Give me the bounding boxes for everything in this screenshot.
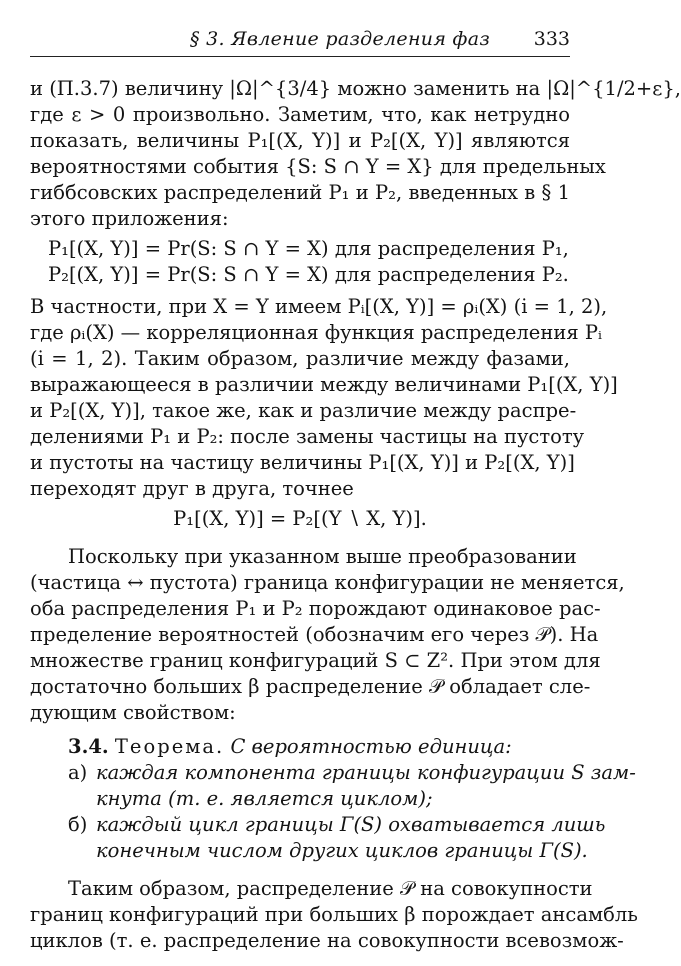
page-number: 333 [533,28,570,50]
text-line: дующим свойством: [30,701,236,724]
theorem-item-b-marker: б) [68,813,88,836]
text-line: и пустоты на частицу величины P₁[(X, Y)] и P₂[(X, Y)] [30,451,575,474]
text-line: делениями P₁ и P₂: после замены частицы на пустоту [30,425,585,448]
text-line: где ρᵢ(X) — корреляционная функция распределения Pᵢ [30,321,602,344]
theorem-word: Теорема. [114,735,225,758]
text-line: границ конфигураций при больших β порождает ансамбль [30,903,638,926]
text-line: выражающееся в различии между величинами P₁[(X, Y)] [30,373,618,396]
text-line: вероятностями события {S: S ∩ Y = X} для предельных [30,155,606,178]
text-line: В частности, при X = Y имеем Pᵢ[(X, Y)] = ρᵢ(X) (i = 1, 2), [30,295,608,318]
header-rule [30,56,570,57]
theorem-item-a-marker: а) [68,761,88,784]
equation-line: P₁[(X, Y)] = Pr(S: S ∩ Y = X) для распределения P₁, [48,237,569,260]
text-line: и P₂[(X, Y)], такое же, как и различие между распре- [30,399,577,422]
equation-line: P₁[(X, Y)] = P₂[(Y ∖ X, Y)]. [173,507,427,530]
text-line: и (П.3.7) величину |Ω|^{3/4} можно заменить на |Ω|^{1/2+ε}, [30,77,681,100]
text-line: множестве границ конфигураций S ⊂ Z². При этом для [30,649,601,672]
theorem-item-b-line: конечным числом других циклов границы Γ(S). [96,839,588,862]
theorem-item-a-line: кнута (т. е. является циклом); [96,787,433,810]
text-line: Поскольку при указанном выше преобразовании [68,545,577,568]
text-line: циклов (т. е. распределение на совокупности всевозмож- [30,929,624,952]
equation-line: P₂[(X, Y)] = Pr(S: S ∩ Y = X) для распределения P₂. [48,263,569,286]
text-line: где ε > 0 произвольно. Заметим, что, как нетрудно [30,103,570,126]
text-line: (i = 1, 2). Таким образом, различие между фазами, [30,347,570,370]
theorem-item-a-line: каждая компонента границы конфигурации S зам- [96,761,636,784]
theorem-item-b-line: каждый цикл границы Γ(S) охватывается лишь [96,813,606,836]
page-header [30,26,570,54]
text-line: достаточно больших β распределение 𝒫 обладает сле- [30,675,591,698]
text-line: Таким образом, распределение 𝒫 на совокупности [68,877,593,900]
text-line: этого приложения: [30,207,229,230]
text-line: гиббсовских распределений P₁ и P₂, введенных в § 1 [30,181,570,204]
text-line: переходят друг в друга, точнее [30,477,354,500]
text-line: оба распределения P₁ и P₂ порождают одинаковое рас- [30,597,601,620]
text-line: пределение вероятностей (обозначим его через 𝒫). На [30,623,599,646]
text-line: показать, величины P₁[(X, Y)] и P₂[(X, Y)] являются [30,129,570,152]
theorem-heading [68,734,512,760]
running-head: § 3. Явление разделения фаз [190,28,491,50]
theorem-title: С вероятностью единица: [230,735,512,758]
theorem-number: 3.4. [68,735,109,758]
text-line: (частица ↔ пустота) граница конфигурации не меняется, [30,571,625,594]
